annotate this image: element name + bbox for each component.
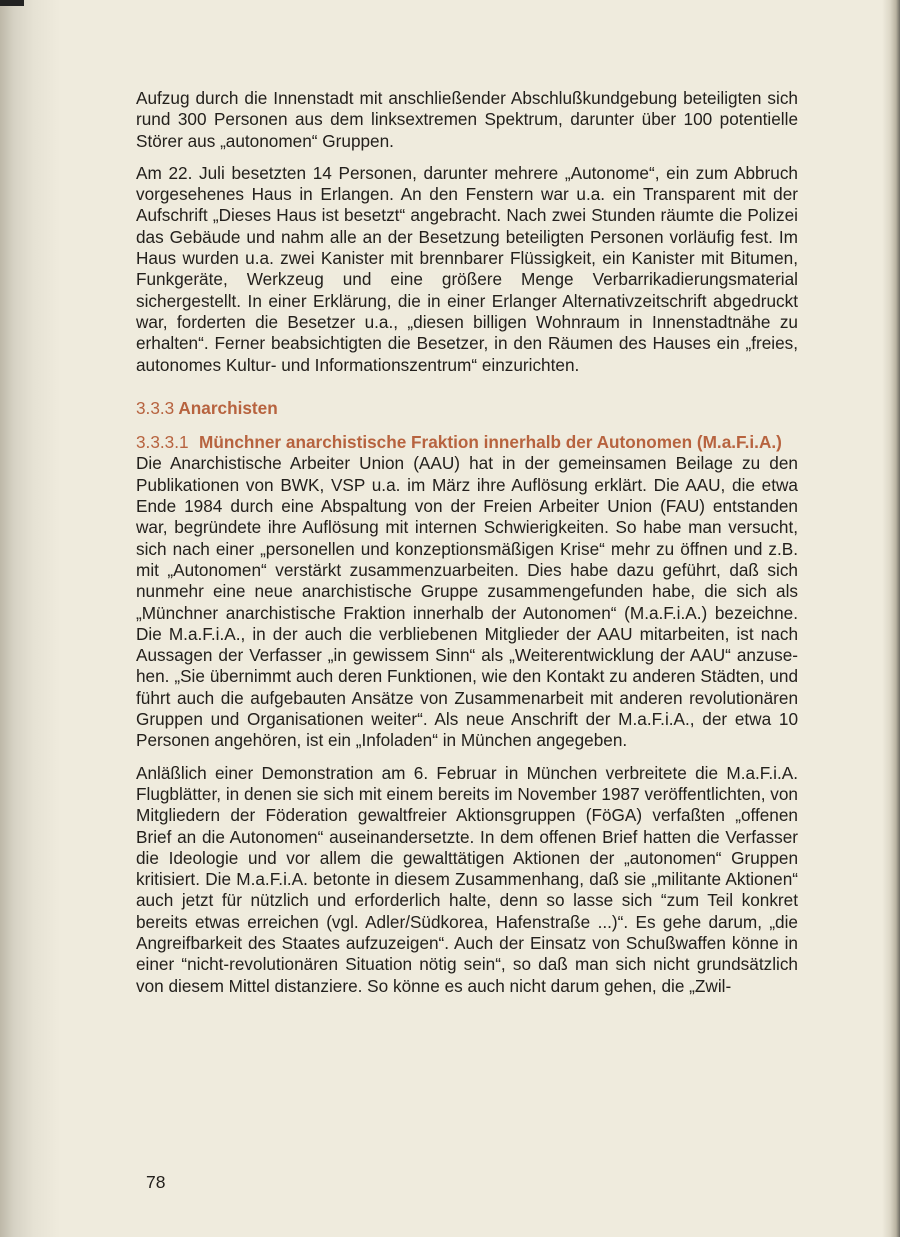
page-number: 78 [146, 1172, 166, 1192]
section-heading [136, 398, 798, 419]
subsection-heading [136, 432, 798, 453]
scan-corner-mark [0, 0, 24, 6]
paragraph-erlangen: Am 22. Juli besetzten 14 Personen, darunter mehrere „Autonome“, ein zum Abbruch vorgesehenes Haus in Erlangen. An den Fenstern war u.a. ein Transparent mit der Aufschrift „Dieses Haus ist besetzt“ angebracht. Nach zwei Stunden räumte die Polizei das Gebäude und nahm alle an der Besetzung beteiligten Personen vorläufig fest. Im Haus wurden u.a. zwei Kanister mit brennbarer Flüssigkeit, ein Kanister mit Bitumen, Funkgeräte, Werkzeug und eine größere Menge Verbarrikadierungsmaterial sichergestellt. In einer Erklärung, die in einer Erlanger Alternativzeitschrift abgedruckt war, forderten die Besetzer u.a., „diesen billigen Wohnraum in Innenstadtnähe zu erhalten“. Ferner beabsichtigten die Besetzer, in den Räumen des Hauses ein „freies, autonomes Kultur- und Informationszentrum“ einzurichten. [136, 162, 798, 375]
book-spine-shadow [0, 0, 60, 1237]
page-body [136, 88, 798, 997]
paragraph-aau: Die Anarchistische Arbeiter Union (AAU) hat in der gemeinsamen Beilage zu den Publikationen von BWK, VSP u.a. im März ihre Auflösung erklärt. Die AAU, die etwa Ende 1984 durch eine Abspaltung von der Freien Arbeiter Union (FAU) entstanden war, begründete ihre Auflösung mit internen Schwierigkeiten. So habe man versucht, sich nach einer „personellen und konzeptionsmäßigen Krise“ mehr zu öffnen und z.B. mit „Autonomen“ verstärkt zusammenzuarbeiten. Dies habe dazu geführt, daß sich nunmehr eine neue anarchistische Gruppe zusammengefunden habe, die sich als „Münchner anarchistische Fraktion innerhalb der Autonomen“ (M.a.F.i.A.) bezeichne. Die M.a.F.i.A., in der auch die verbliebenen Mitglieder der AAU mitarbeiten, ist nach Aussagen der Verfasser „in gewissem Sinn“ als „Weiterentwicklung der AAU“ anzusehen. „Sie übernimmt auch deren Funktionen, wie den Kontakt zu anderen Städten, und führt auch die aufgebauten Ansätze von Zusammenarbeit mit anderen revolutionären Gruppen und Organisationen weiter“. Als neue Anschrift der M.a.F.i.A., der etwa 10 Personen angehören, ist ein „Infoladen“ in München angegeben. [136, 453, 798, 751]
subsection-heading-number: 3.3.3.1 [136, 432, 189, 453]
subsection-heading-title: Münchner anarchistische Fraktion innerhalb der Autonomen (M.a.F.i.A.) [199, 432, 782, 453]
paragraph-aufzug: Aufzug durch die Innenstadt mit anschließender Abschlußkundgebung beteiligten sich rund 300 Personen aus dem linksextremen Spektrum, darunter über 100 potentielle Störer aus „autonomen“ Gruppen. [136, 88, 798, 151]
page-right-edge [882, 0, 900, 1237]
section-heading-title: Anarchisten [178, 397, 278, 418]
paragraph-demonstration: Anläßlich einer Demonstration am 6. Februar in München verbreitete die M.a.F.i.A. Flugblätter, in denen sie sich mit einem bereits im November 1987 veröffentlichten, von Mitgliedern der Föderation gewaltfreier Aktionsgruppen (FöGA) verfaßten „offenen Brief an die Autonomen“ auseinandersetzte. In dem offenen Brief hatten die Verfasser die Ideologie und vor allem die gewalttätigen Aktionen der „autonomen“ Gruppen kritisiert. Die M.a.F.i.A. betonte in diesem Zusammenhang, daß sie „militante Aktionen“ auch jetzt für nützlich und erforderlich halte, denn so lasse sich “zum Teil konkret bereits etwas erreichen (vgl. Adler/Südkorea, Hafenstraße ...)“. Es gehe darum, „die Angreifbarkeit des Staates aufzuzeigen“. Auch der Einsatz von Schußwaffen könne in einer “nicht-revolutionären Situation nötig sein“, so daß man sich nicht grundsätzlich von diesem Mittel distanziere. So könne es auch nicht darum gehen, die „Zwil- [136, 762, 798, 996]
section-heading-number: 3.3.3 [136, 397, 175, 418]
